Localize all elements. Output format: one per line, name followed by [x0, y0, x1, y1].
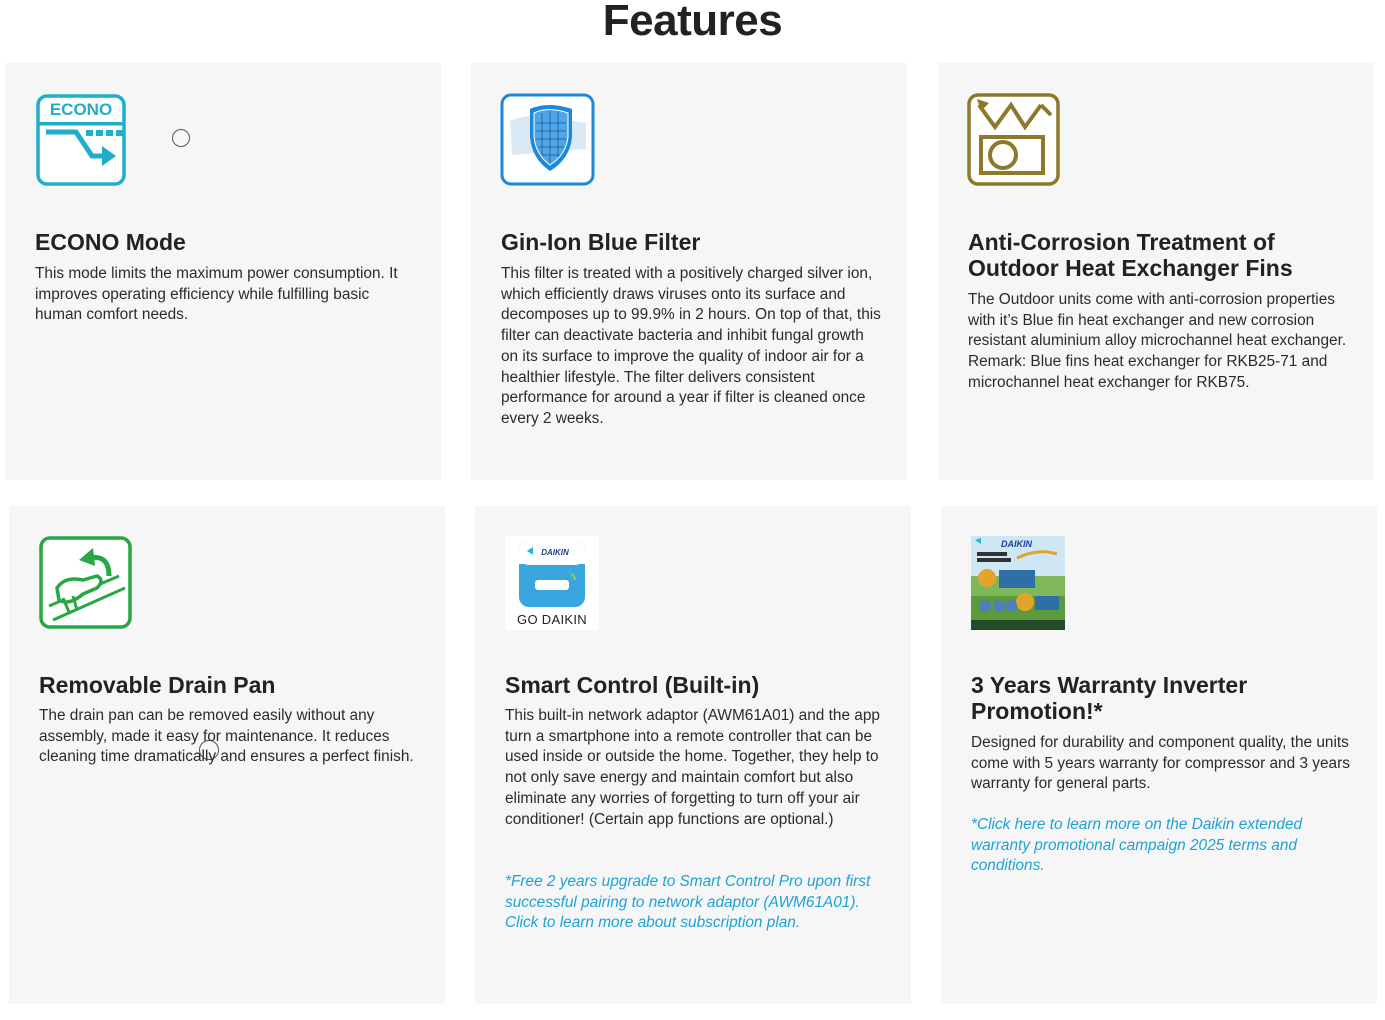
app-caption: GO DAIKIN — [517, 612, 587, 627]
card-description — [39, 706, 419, 768]
gin-ion-filter-icon — [500, 93, 596, 192]
card-description — [968, 290, 1348, 394]
description-paragraph: Designed for durability and component quality, the units come with 5 years warranty for compressor and 3 years warranty for general parts. — [971, 734, 1350, 793]
feature-card-warranty — [941, 506, 1377, 1004]
card-description — [971, 733, 1351, 795]
econo-mode-icon — [36, 94, 128, 191]
description-paragraph: This mode limits the maximum power consumption. It improves operating efficiency while fulfilling basic human comfort needs. — [35, 265, 398, 324]
description-remark: Remark: Blue fins heat exchanger for RKB25-71 and microchannel heat exchanger for RKB75. — [968, 353, 1328, 391]
page-title: Features — [602, 0, 783, 45]
description-paragraph: The drain pan can be removed easily without any assembly, made it easy for maintenance. It reduces cleaning time dramatically and ensures a perfect finish. — [39, 707, 414, 766]
svg-text:ECONO: ECONO — [49, 100, 113, 119]
card-description — [505, 706, 885, 830]
card-description — [501, 264, 881, 430]
brand-text: DAIKIN — [1001, 539, 1032, 549]
drain-pan-icon — [39, 536, 133, 635]
card-title: Anti-Corrosion Treatment of Outdoor Heat Exchanger Fins — [968, 229, 1293, 281]
description-paragraph: The Outdoor units come with anti-corrosion properties with it’s Blue fin heat exchanger and new corrosion resistant aluminium alloy microchannel heat exchanger. — [968, 291, 1347, 350]
card-title: ECONO Mode — [35, 229, 186, 255]
feature-card-anti-corrosion — [938, 63, 1374, 480]
card-title: Removable Drain Pan — [39, 672, 276, 698]
feature-card-drain-pan — [9, 506, 445, 1004]
svg-text:DAIKIN: DAIKIN — [541, 548, 569, 557]
description-paragraph: This filter is treated with a positively charged silver ion, which efficiently draws viruses onto its surface and decomposes up to 99.9% in 2 hours. On top of that, this filter can deactivate bacteria and inhibit fungal growth on its surface to improve the quality of indoor air for a healthier lifestyle. The filter delivers consistent performance for around a year if filter is cleaned once every 2 weeks. — [501, 265, 881, 427]
card-description — [35, 264, 415, 326]
feature-card-gin-ion — [471, 63, 907, 480]
anti-corrosion-icon — [967, 93, 1061, 192]
card-title: Gin-Ion Blue Filter — [501, 229, 701, 255]
go-daikin-app-icon — [505, 536, 599, 630]
description-paragraph: This built-in network adaptor (AWM61A01) and the app turn a smartphone into a remote controller that can be used inside or outside the home. Together, they help to not only save energy and maintain comfort but also eliminate any worries of forgetting to turn off your air conditioner! (Certain app functions are optional.) — [505, 707, 880, 828]
card-title: 3 Years Warranty Inverter Promotion!* — [971, 672, 1248, 724]
cursor-indicator — [172, 129, 190, 147]
warranty-promo-image — [971, 536, 1065, 630]
card-title: Smart Control (Built-in) — [505, 672, 760, 698]
feature-card-smart-control — [475, 506, 911, 1004]
subscription-plan-link[interactable]: *Free 2 years upgrade to Smart Control Pro upon first successful pairing to network adaptor (AWM61A01). Click to learn more about subscription plan. — [505, 873, 871, 932]
warranty-terms-link[interactable]: *Click here to learn more on the Daikin extended warranty promotional campaign 2025 terms and conditions. — [971, 816, 1303, 875]
feature-card-econo — [5, 63, 441, 480]
